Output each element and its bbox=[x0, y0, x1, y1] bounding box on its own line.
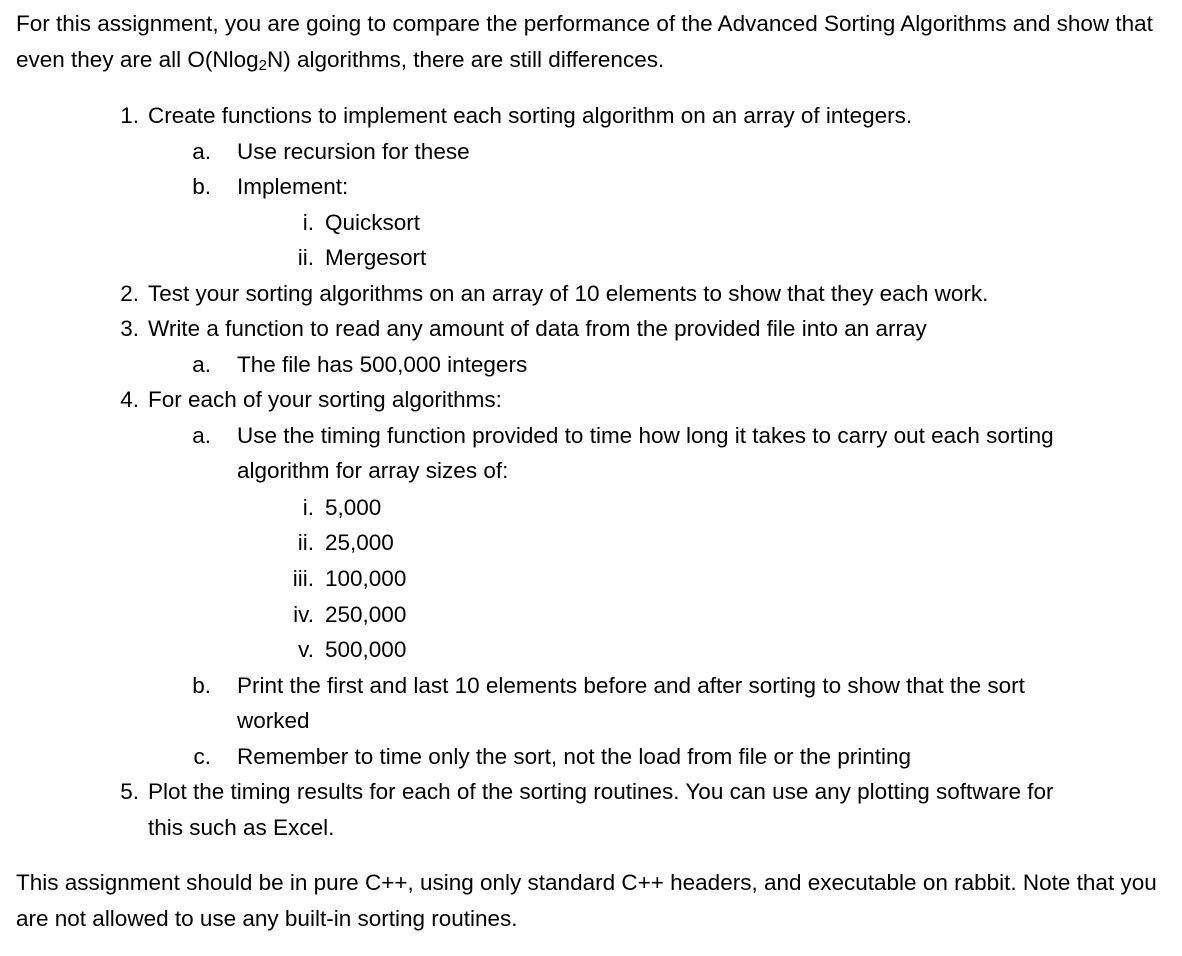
list-item-4a-ii-text: 25,000 bbox=[325, 530, 394, 555]
closing-paragraph: This assignment should be in pure C++, using only standard C++ headers, and executable on rabbit. Note that you are not allowed to use any built-in sorting routines. bbox=[16, 870, 1157, 931]
list-item-4-text: For each of your sorting algorithms: bbox=[148, 387, 502, 412]
list-marker-3a: a. bbox=[192, 352, 211, 377]
list-item-3-text: Write a function to read any amount of data from the provided file into an array bbox=[148, 316, 927, 341]
intro-subscript: 2 bbox=[258, 57, 267, 74]
list-item-1b-ii-text: Mergesort bbox=[325, 245, 427, 270]
list-item-1b-i-text: Quicksort bbox=[325, 210, 421, 235]
list-marker-4a-ii: ii. bbox=[297, 530, 314, 555]
list-item-5-text-line2: this such as Excel. bbox=[148, 815, 335, 840]
list-item-4a-text-line1: Use the timing function provided to time how long it takes to carry out each sorting bbox=[237, 423, 1054, 448]
list-item-3a-text: The file has 500,000 integers bbox=[237, 352, 528, 377]
list-item-1b-text: Implement: bbox=[237, 174, 349, 199]
list-item-4a-v-text: 500,000 bbox=[325, 637, 407, 662]
list-marker-4a: a. bbox=[192, 423, 211, 448]
list-item-4a-iii-text: 100,000 bbox=[325, 566, 407, 591]
list-item-4b-text-line2: worked bbox=[237, 708, 310, 733]
intro-text-before: For this assignment, you are going to compare the performance of the Advanced Sorting Algorithms and show that even they are all O(Nlog bbox=[16, 11, 1153, 72]
list-item-2-text: Test your sorting algorithms on an array of 10 elements to show that they each work. bbox=[148, 281, 989, 306]
list-item-1-text: Create functions to implement each sorting algorithm on an array of integers. bbox=[148, 103, 913, 128]
list-marker-4a-v: v. bbox=[298, 637, 314, 662]
list-marker-1b: b. bbox=[192, 174, 211, 199]
list-marker-3: 3. bbox=[120, 316, 139, 341]
list-marker-4a-iii: iii. bbox=[292, 566, 314, 591]
list-marker-1: 1. bbox=[120, 103, 139, 128]
list-item-4a-text-line2: algorithm for array sizes of: bbox=[237, 458, 509, 483]
intro-text-after: N) algorithms, there are still differences. bbox=[266, 47, 665, 72]
list-marker-4c: c. bbox=[193, 744, 211, 769]
list-marker-2: 2. bbox=[120, 281, 139, 306]
list-item-5-text-line1: Plot the timing results for each of the sorting routines. You can use any plotting software for bbox=[148, 779, 1054, 804]
intro-paragraph bbox=[16, 6, 1171, 78]
list-marker-1b-i: i. bbox=[302, 210, 314, 235]
list-marker-4b: b. bbox=[192, 673, 211, 698]
list-marker-1b-ii: ii. bbox=[297, 245, 314, 270]
list-marker-4a-i: i. bbox=[302, 495, 314, 520]
list-item-4a-i-text: 5,000 bbox=[325, 495, 382, 520]
list-marker-4a-iv: iv. bbox=[293, 602, 314, 627]
list-item-4b-text-line1: Print the first and last 10 elements before and after sorting to show that the sort bbox=[237, 673, 1025, 698]
list-item-4a-iv-text: 250,000 bbox=[325, 602, 407, 627]
list-marker-4: 4. bbox=[120, 387, 139, 412]
list-marker-1a: a. bbox=[192, 139, 211, 164]
list-item-4c-text: Remember to time only the sort, not the load from file or the printing bbox=[237, 744, 912, 769]
list-item-1a-text: Use recursion for these bbox=[237, 139, 470, 164]
list-marker-5: 5. bbox=[120, 779, 139, 804]
